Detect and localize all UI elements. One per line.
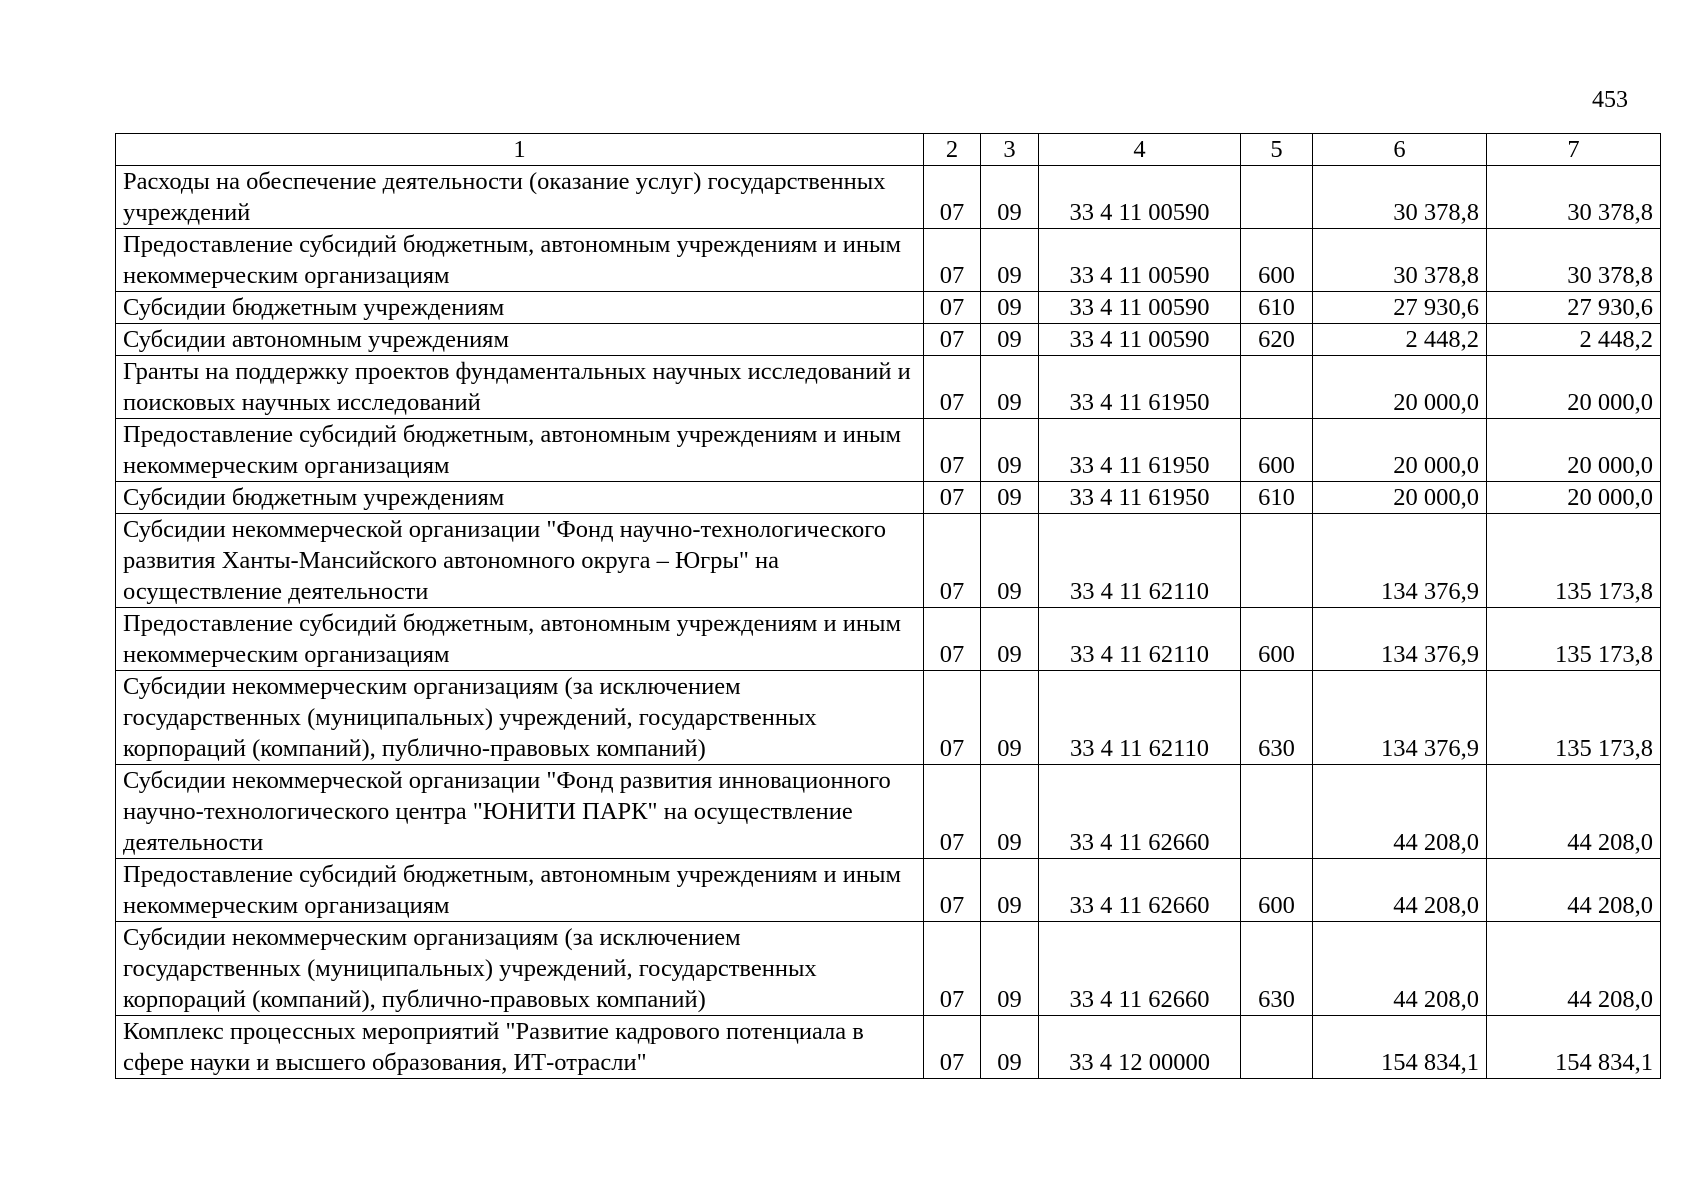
section-code-cell: 07 [924, 166, 981, 229]
target-article-cell: 33 4 11 00590 [1039, 292, 1241, 324]
table-row [116, 765, 1661, 859]
row-name-cell: Предоставление субсидий бюджетным, автономным учреждениям и иным некоммерческим организациям [116, 229, 924, 292]
amount-col7-cell: 2 448,2 [1487, 324, 1661, 356]
column-header: 1 [116, 134, 924, 166]
table-row [116, 166, 1661, 229]
expense-type-cell: 630 [1241, 922, 1313, 1016]
amount-col6-cell: 20 000,0 [1313, 419, 1487, 482]
table-row [116, 324, 1661, 356]
amount-col6-cell: 20 000,0 [1313, 356, 1487, 419]
amount-col7-cell: 20 000,0 [1487, 419, 1661, 482]
row-name-cell: Субсидии некоммерческой организации "Фонд научно-технологического развития Ханты-Мансийского автономного округа – Югры" на осуществление деятельности [116, 514, 924, 608]
target-article-cell: 33 4 11 62660 [1039, 765, 1241, 859]
page-number: 453 [1592, 87, 1628, 113]
table-row [116, 859, 1661, 922]
subsection-code-cell: 09 [981, 1016, 1039, 1079]
section-code-cell: 07 [924, 922, 981, 1016]
expense-type-cell [1241, 1016, 1313, 1079]
amount-col6-cell: 44 208,0 [1313, 859, 1487, 922]
expense-type-cell: 600 [1241, 419, 1313, 482]
table-row [116, 922, 1661, 1016]
amount-col7-cell: 135 173,8 [1487, 608, 1661, 671]
amount-col7-cell: 44 208,0 [1487, 859, 1661, 922]
column-header: 5 [1241, 134, 1313, 166]
expense-type-cell: 600 [1241, 608, 1313, 671]
subsection-code-cell: 09 [981, 419, 1039, 482]
row-name-cell: Субсидии автономным учреждениям [116, 324, 924, 356]
table-row [116, 482, 1661, 514]
target-article-cell: 33 4 11 00590 [1039, 324, 1241, 356]
amount-col7-cell: 20 000,0 [1487, 482, 1661, 514]
section-code-cell: 07 [924, 765, 981, 859]
table-row [116, 229, 1661, 292]
amount-col7-cell: 30 378,8 [1487, 166, 1661, 229]
row-name-cell: Субсидии бюджетным учреждениям [116, 292, 924, 324]
subsection-code-cell: 09 [981, 608, 1039, 671]
section-code-cell: 07 [924, 482, 981, 514]
amount-col6-cell: 30 378,8 [1313, 166, 1487, 229]
column-header: 7 [1487, 134, 1661, 166]
budget-table [115, 133, 1661, 1079]
table-header-row [116, 134, 1661, 166]
amount-col7-cell: 30 378,8 [1487, 229, 1661, 292]
amount-col7-cell: 154 834,1 [1487, 1016, 1661, 1079]
expense-type-cell: 630 [1241, 671, 1313, 765]
target-article-cell: 33 4 11 61950 [1039, 419, 1241, 482]
target-article-cell: 33 4 12 00000 [1039, 1016, 1241, 1079]
column-header: 6 [1313, 134, 1487, 166]
target-article-cell: 33 4 11 62660 [1039, 859, 1241, 922]
expense-type-cell: 600 [1241, 859, 1313, 922]
row-name-cell: Гранты на поддержку проектов фундаментальных научных исследований и поисковых научных исследований [116, 356, 924, 419]
table-row [116, 514, 1661, 608]
row-name-cell: Предоставление субсидий бюджетным, автономным учреждениям и иным некоммерческим организациям [116, 419, 924, 482]
table-row [116, 671, 1661, 765]
row-name-cell: Комплекс процессных мероприятий "Развитие кадрового потенциала в сфере науки и высшего образования, ИТ-отрасли" [116, 1016, 924, 1079]
section-code-cell: 07 [924, 419, 981, 482]
amount-col6-cell: 30 378,8 [1313, 229, 1487, 292]
subsection-code-cell: 09 [981, 765, 1039, 859]
subsection-code-cell: 09 [981, 324, 1039, 356]
subsection-code-cell: 09 [981, 514, 1039, 608]
table-row [116, 1016, 1661, 1079]
target-article-cell: 33 4 11 62660 [1039, 922, 1241, 1016]
subsection-code-cell: 09 [981, 922, 1039, 1016]
amount-col6-cell: 27 930,6 [1313, 292, 1487, 324]
target-article-cell: 33 4 11 00590 [1039, 166, 1241, 229]
subsection-code-cell: 09 [981, 166, 1039, 229]
amount-col6-cell: 20 000,0 [1313, 482, 1487, 514]
expense-type-cell [1241, 765, 1313, 859]
section-code-cell: 07 [924, 324, 981, 356]
subsection-code-cell: 09 [981, 859, 1039, 922]
amount-col6-cell: 44 208,0 [1313, 765, 1487, 859]
row-name-cell: Предоставление субсидий бюджетным, автономным учреждениям и иным некоммерческим организациям [116, 859, 924, 922]
table-row [116, 608, 1661, 671]
expense-type-cell [1241, 514, 1313, 608]
row-name-cell: Субсидии некоммерческим организациям (за исключением государственных (муниципальных) учреждений, государственных корпораций (компаний), публично-правовых компаний) [116, 922, 924, 1016]
amount-col6-cell: 134 376,9 [1313, 514, 1487, 608]
expense-type-cell [1241, 166, 1313, 229]
section-code-cell: 07 [924, 356, 981, 419]
column-header: 4 [1039, 134, 1241, 166]
section-code-cell: 07 [924, 1016, 981, 1079]
column-header: 3 [981, 134, 1039, 166]
amount-col7-cell: 44 208,0 [1487, 922, 1661, 1016]
section-code-cell: 07 [924, 608, 981, 671]
section-code-cell: 07 [924, 292, 981, 324]
expense-type-cell: 620 [1241, 324, 1313, 356]
subsection-code-cell: 09 [981, 356, 1039, 419]
subsection-code-cell: 09 [981, 229, 1039, 292]
amount-col7-cell: 27 930,6 [1487, 292, 1661, 324]
section-code-cell: 07 [924, 859, 981, 922]
amount-col6-cell: 134 376,9 [1313, 671, 1487, 765]
amount-col7-cell: 135 173,8 [1487, 671, 1661, 765]
amount-col7-cell: 44 208,0 [1487, 765, 1661, 859]
row-name-cell: Субсидии бюджетным учреждениям [116, 482, 924, 514]
table-row [116, 356, 1661, 419]
expense-type-cell: 610 [1241, 482, 1313, 514]
target-article-cell: 33 4 11 61950 [1039, 482, 1241, 514]
row-name-cell: Предоставление субсидий бюджетным, автономным учреждениям и иным некоммерческим организациям [116, 608, 924, 671]
column-header: 2 [924, 134, 981, 166]
target-article-cell: 33 4 11 62110 [1039, 671, 1241, 765]
section-code-cell: 07 [924, 671, 981, 765]
row-name-cell: Субсидии некоммерческим организациям (за исключением государственных (муниципальных) учреждений, государственных корпораций (компаний), публично-правовых компаний) [116, 671, 924, 765]
expense-type-cell [1241, 356, 1313, 419]
target-article-cell: 33 4 11 61950 [1039, 356, 1241, 419]
target-article-cell: 33 4 11 62110 [1039, 514, 1241, 608]
subsection-code-cell: 09 [981, 482, 1039, 514]
amount-col6-cell: 134 376,9 [1313, 608, 1487, 671]
row-name-cell: Субсидии некоммерческой организации "Фонд развития инновационного научно-технологического центра "ЮНИТИ ПАРК" на осуществление деятельности [116, 765, 924, 859]
expense-type-cell: 600 [1241, 229, 1313, 292]
amount-col6-cell: 154 834,1 [1313, 1016, 1487, 1079]
target-article-cell: 33 4 11 00590 [1039, 229, 1241, 292]
row-name-cell: Расходы на обеспечение деятельности (оказание услуг) государственных учреждений [116, 166, 924, 229]
subsection-code-cell: 09 [981, 292, 1039, 324]
section-code-cell: 07 [924, 229, 981, 292]
table-body [116, 166, 1661, 1079]
target-article-cell: 33 4 11 62110 [1039, 608, 1241, 671]
amount-col6-cell: 2 448,2 [1313, 324, 1487, 356]
amount-col7-cell: 135 173,8 [1487, 514, 1661, 608]
table-row [116, 419, 1661, 482]
subsection-code-cell: 09 [981, 671, 1039, 765]
amount-col7-cell: 20 000,0 [1487, 356, 1661, 419]
section-code-cell: 07 [924, 514, 981, 608]
expense-type-cell: 610 [1241, 292, 1313, 324]
amount-col6-cell: 44 208,0 [1313, 922, 1487, 1016]
table-row [116, 292, 1661, 324]
